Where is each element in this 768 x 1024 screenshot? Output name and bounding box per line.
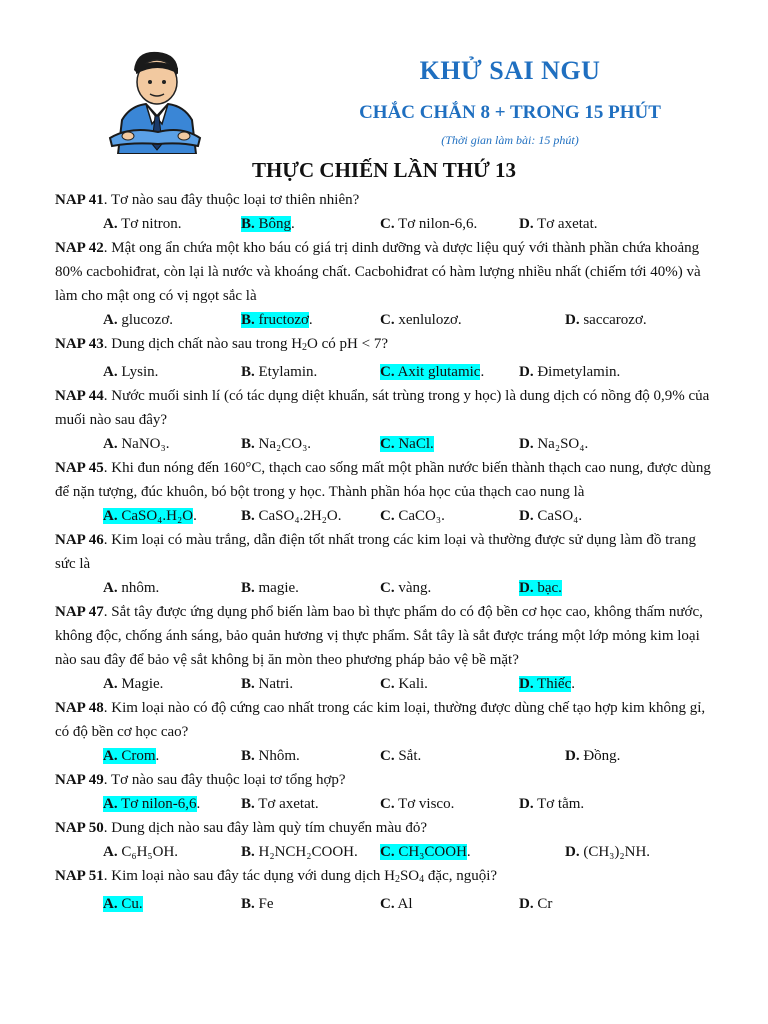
option-b[interactable]: B. magie.	[241, 580, 299, 596]
option-d[interactable]: D. saccarozơ.	[565, 312, 647, 328]
question-48	[55, 696, 715, 744]
question-text: . Khi đun nóng đến 160°C, thạch cao sống mất một phần nước biến thành thạch cao nung, được dùng để nặn tượng, đúc khuôn, bó bột trong y học. Thành phần hóa học của thạch cao nung là	[55, 460, 711, 500]
options-47	[55, 672, 715, 696]
question-number: NAP 44	[55, 388, 104, 404]
question-text: . Tơ nào sau đây thuộc loại tơ thiên nhiên?	[103, 192, 360, 208]
question-47	[55, 600, 715, 672]
question-51: NAP 51. Kim loại nào sau đây tác dụng với dung dịch $H_2SO_4$ đặc, nguội?	[55, 868, 498, 885]
question-number: NAP 51	[55, 868, 104, 884]
option-a[interactable]: A. Tơ nitron.	[103, 216, 182, 232]
options-43	[55, 360, 715, 384]
question-42	[55, 236, 715, 308]
options-51	[55, 892, 715, 916]
option-b[interactable]: B. Fe	[241, 896, 274, 912]
options-42	[55, 308, 715, 332]
option-c[interactable]: C. Tơ visco.	[380, 796, 455, 812]
option-c[interactable]: C. Kali.	[380, 676, 428, 692]
question-list	[55, 188, 715, 916]
option-c[interactable]: C. xenlulozơ.	[380, 312, 462, 328]
options-48	[55, 744, 715, 768]
options-46	[55, 576, 715, 600]
option-a[interactable]: A. nhôm.	[103, 580, 160, 596]
question-number: NAP 48	[55, 700, 104, 716]
option-a[interactable]: A. NaNO₃.	[103, 436, 170, 452]
question-number: NAP 43	[55, 336, 104, 352]
question-text: . Mật ong ẩn chứa một kho báu có giá trị dinh dưỡng và dược liệu quý với thành phần chứa khoảng 80% cacbohiđrat, còn lại là nước và khoáng chất. Cacbohiđrat có hàm lượng nhiều nhất (chiếm tới 40%) và làm cho mật ong có vị ngọt sắc là	[55, 240, 701, 304]
option-b[interactable]: B. fructozơ.	[241, 312, 313, 328]
option-a[interactable]: A. glucozơ.	[103, 312, 174, 328]
page-title: KHỬ SAI NGU	[419, 56, 601, 85]
option-a[interactable]: A. Magie.	[103, 676, 164, 692]
option-c[interactable]: C. Sắt.	[380, 748, 422, 764]
options-45	[55, 504, 715, 528]
option-b[interactable]: B. Nhôm.	[241, 748, 300, 764]
option-d[interactable]: D. Tơ axetat.	[519, 216, 598, 232]
option-c[interactable]: C. CH₃COOH.	[380, 844, 471, 860]
question-number: NAP 42	[55, 240, 104, 256]
question-number: NAP 45	[55, 460, 104, 476]
option-d[interactable]: D. Đồng.	[565, 748, 621, 764]
options-49	[55, 792, 715, 816]
round-heading: THỰC CHIẾN LẦN THỨ 13	[251, 158, 517, 182]
question-text: . Kim loại có màu trắng, dẫn điện tốt nhất trong các kim loại và thường được sử dụng làm đồ trang sức là	[55, 532, 696, 572]
header	[0, 0, 768, 182]
question-number: NAP 50	[55, 820, 104, 836]
option-c[interactable]: C. CaCO₃.	[380, 508, 445, 524]
option-b[interactable]: B. Na₂CO₃.	[241, 436, 312, 452]
option-c[interactable]: C. NaCl.	[380, 436, 434, 452]
option-c[interactable]: C. Tơ nilon-6,6.	[380, 216, 478, 232]
question-45	[55, 456, 715, 504]
option-a[interactable]: A. Cu.	[103, 896, 143, 912]
option-a[interactable]: A. C₆H₅OH.	[103, 844, 179, 860]
option-a[interactable]: A. Lysin.	[103, 364, 159, 380]
question-text: . Kim loại nào có độ cứng cao nhất trong các kim loại, thường được dùng chế tạo hợp kim không gỉ, có độ bền cơ học cao?	[55, 700, 706, 740]
option-d[interactable]: D. CaSO₄.	[519, 508, 583, 524]
option-a[interactable]: A. Tơ nilon-6,6.	[103, 796, 201, 812]
question-number: NAP 49	[55, 772, 104, 788]
option-b[interactable]: B. Etylamin.	[241, 364, 318, 380]
option-b[interactable]: B. Natri.	[241, 676, 294, 692]
question-number: NAP 47	[55, 604, 104, 620]
question-50	[55, 816, 715, 840]
option-c[interactable]: C. Axit glutamic.	[380, 364, 485, 380]
option-d[interactable]: D. Tơ tằm.	[519, 796, 585, 812]
question-41	[55, 188, 715, 212]
question-44	[55, 384, 715, 432]
question-text: . Tơ nào sau đây thuộc loại tơ tổng hợp?	[103, 772, 346, 788]
time-note: (Thời gian làm bài: 15 phút)	[441, 133, 579, 147]
option-b[interactable]: B. CaSO₄.2H₂O.	[241, 508, 342, 524]
question-43: NAP 43. Dung dịch chất nào sau trong $H_2O$ có pH < 7?	[55, 336, 388, 353]
options-41	[55, 212, 715, 236]
page-subtitle: CHẮC CHẮN 8 + TRONG 15 PHÚT	[359, 102, 661, 123]
option-a[interactable]: A. CaSO₄.H₂O.	[103, 508, 197, 524]
option-d[interactable]: D. (CH₃)₂NH.	[565, 844, 651, 860]
options-50	[55, 840, 715, 864]
option-c[interactable]: C. vàng.	[380, 580, 432, 596]
question-46	[55, 528, 715, 576]
option-d[interactable]: D. Cr	[519, 896, 553, 912]
option-d[interactable]: D. bạc.	[519, 580, 562, 596]
question-49	[55, 768, 715, 792]
options-44	[55, 432, 715, 456]
option-d[interactable]: D. Đimetylamin.	[519, 364, 621, 380]
option-b[interactable]: B. Bông.	[241, 216, 295, 232]
option-b[interactable]: B. H₂NCH₂COOH.	[241, 844, 358, 860]
option-d[interactable]: D. Thiếc.	[519, 676, 575, 692]
option-b[interactable]: B. Tơ axetat.	[241, 796, 319, 812]
option-d[interactable]: D. Na₂SO₄.	[519, 436, 589, 452]
question-text: . Dung dịch nào sau đây làm quỳ tím chuyển màu đỏ?	[103, 820, 428, 836]
question-text: . Nước muối sinh lí (có tác dụng diệt khuẩn, sát trùng trong y học) là dung dịch có nồng độ 0,9% của muối nào sau đây?	[55, 388, 710, 428]
question-number: NAP 46	[55, 532, 104, 548]
option-c[interactable]: C. Al	[380, 896, 413, 912]
student-mascot-icon	[100, 46, 210, 154]
question-number: NAP 41	[55, 192, 104, 208]
question-text: . Sắt tây được ứng dụng phổ biến làm bao bì thực phẩm do có độ bền cơ học cao, không thấm nước, không độc, chống ánh sáng, bảo quản hương vị thực phẩm. Sắt tây là sắt được tráng một lớp mỏng kim loại nào sau đây để bảo vệ sắt không bị ăn mòn theo phương pháp bảo vệ bề mặt?	[55, 604, 703, 668]
option-a[interactable]: A. Crom.	[103, 748, 160, 764]
